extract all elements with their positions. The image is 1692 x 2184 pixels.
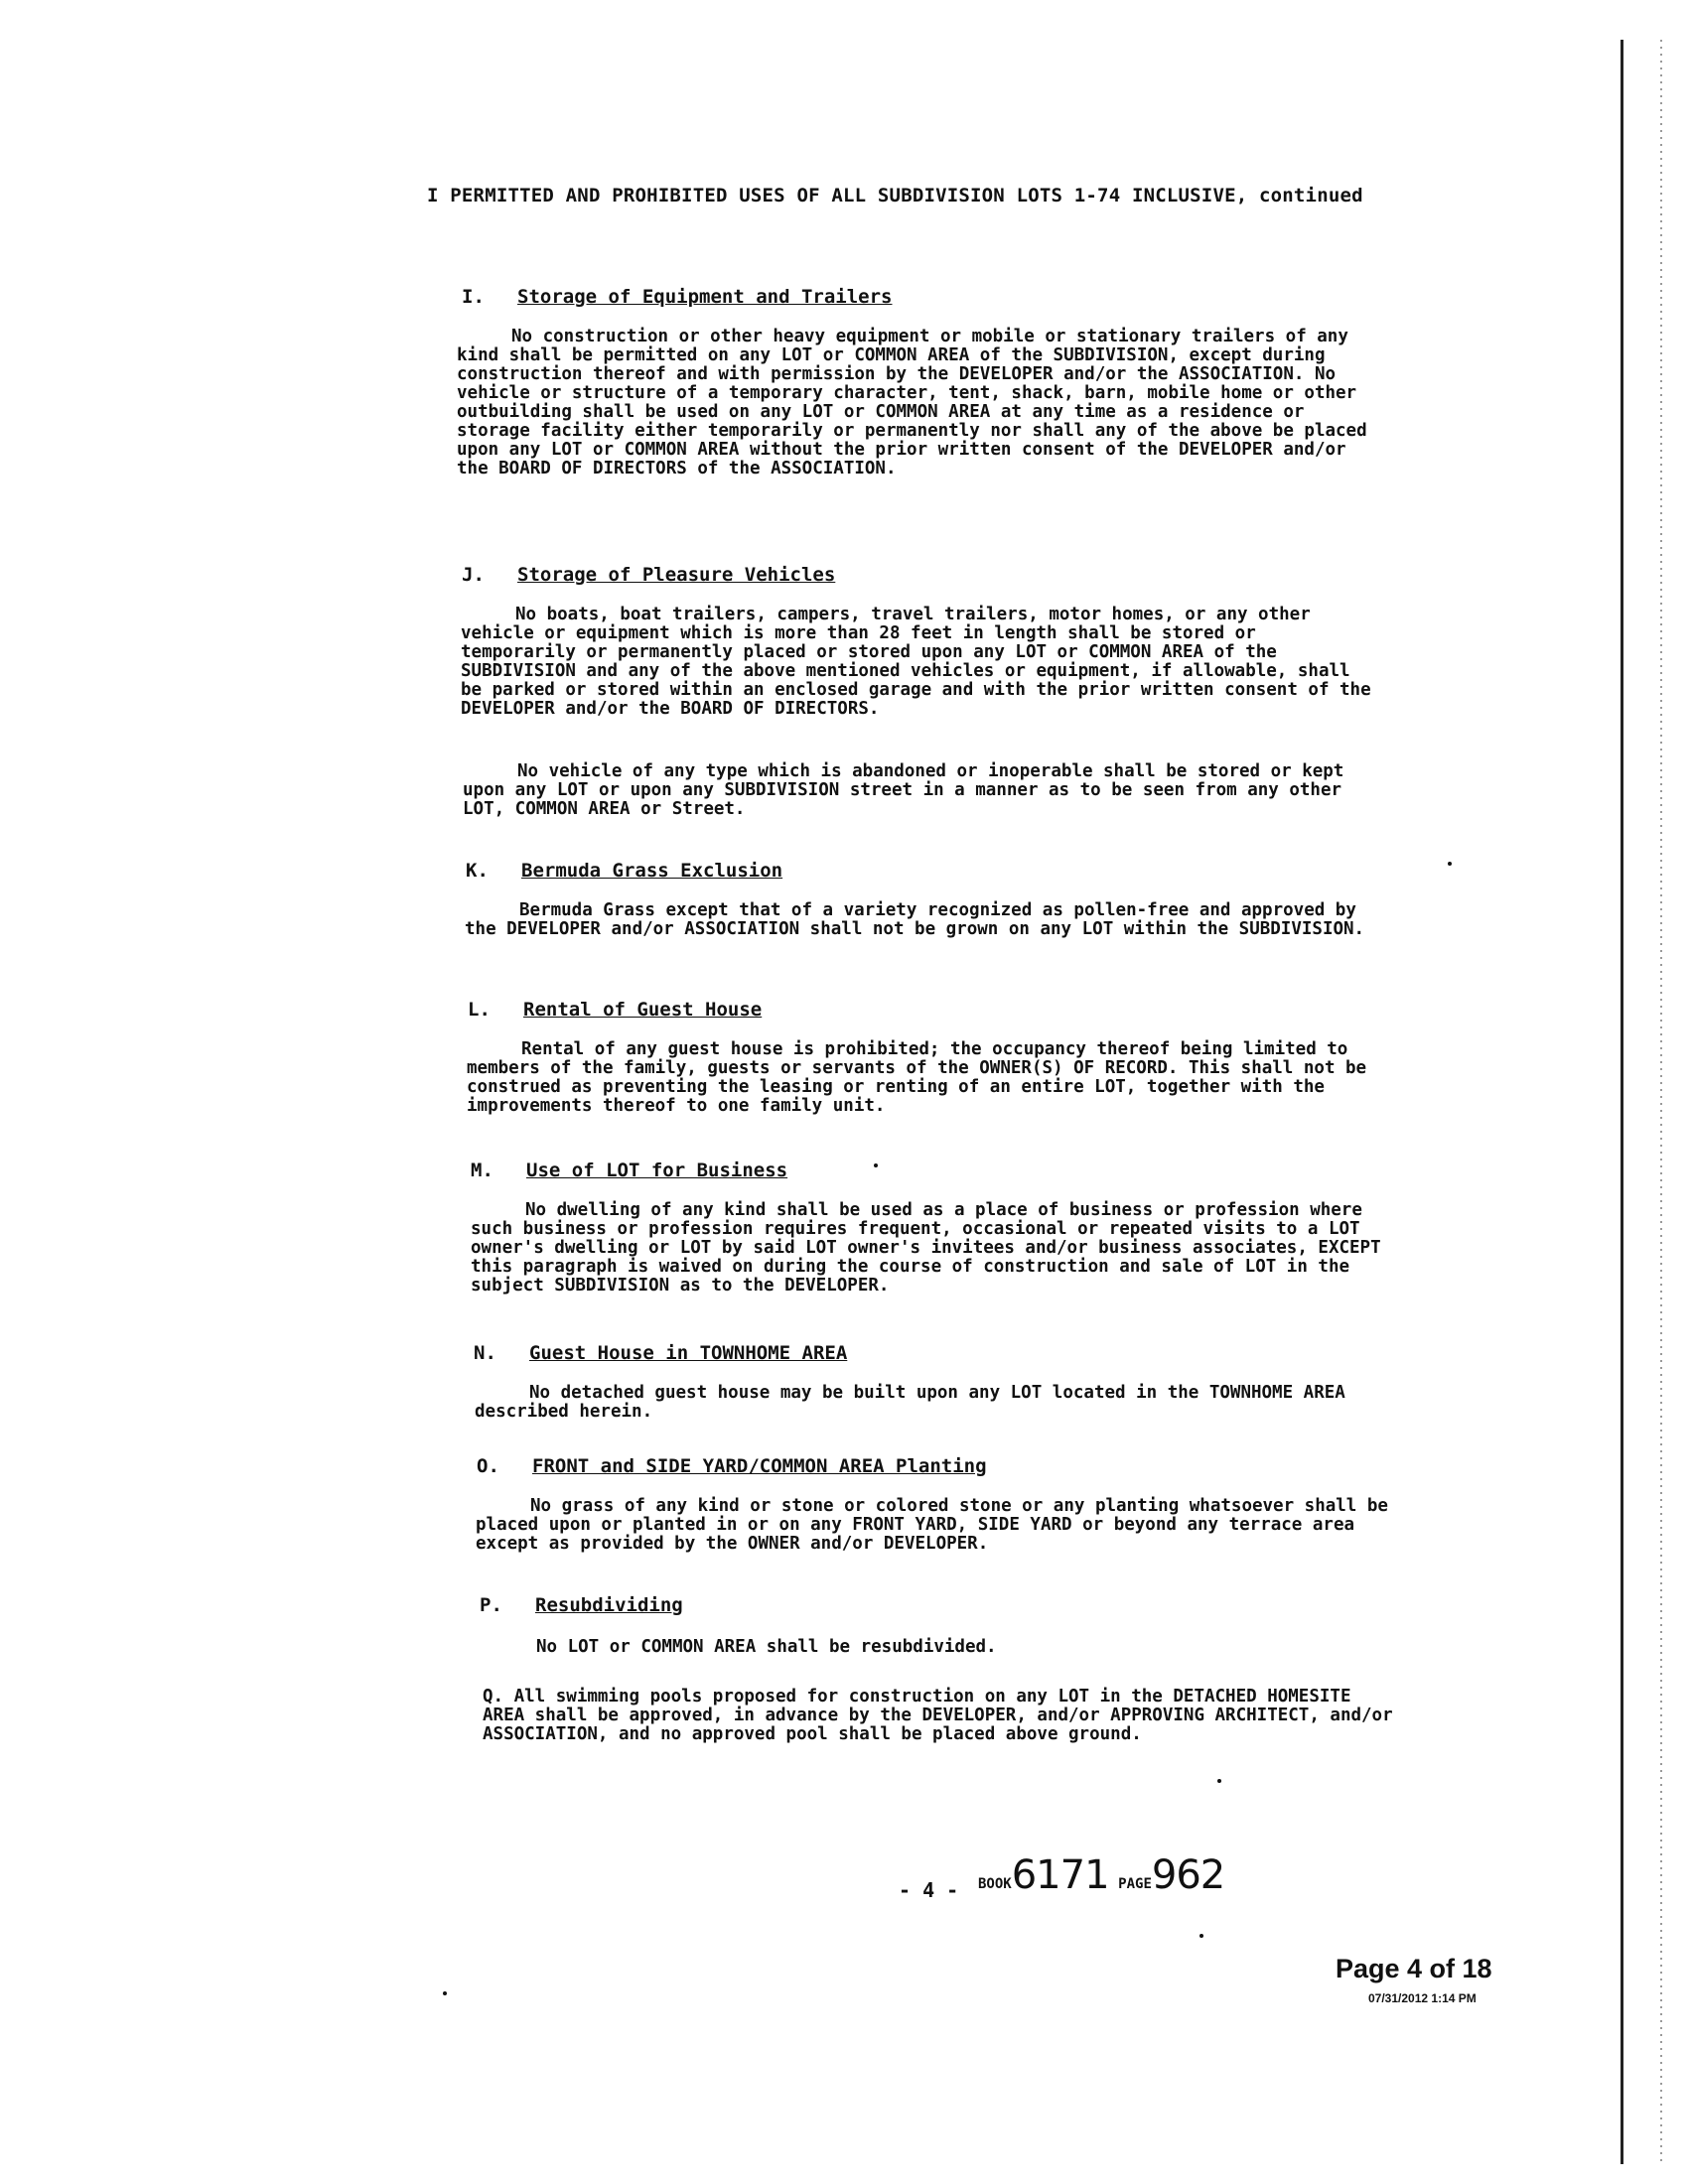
section-m-paragraph: No dwelling of any kind shall be used as a place of business or profession where such business or profession requires frequent, occasional or repeated visits to a LOT owner's dwelling or LOT by said LOT owner's invitees and/or business associates, EXCEPT this paragraph is waived on during the course of construction and sale of LOT in the subject SUBDIVISION as to the DEVELOPER. <box>471 1200 1381 1296</box>
page-of-total: Page 4 of 18 <box>1336 1954 1492 1983</box>
section-k-heading <box>466 860 782 882</box>
section-letter: P. <box>480 1594 502 1616</box>
section-n-paragraph: No detached guest house may be built upon any LOT located in the TOWNHOME AREA described herein. <box>475 1383 1345 1422</box>
scan-speck <box>874 1163 878 1167</box>
book-page-stamp <box>978 1852 1224 1898</box>
section-title: Storage of Equipment and Trailers <box>517 286 893 308</box>
page-number-marker: - 4 - <box>899 1878 959 1902</box>
section-o-paragraph: No grass of any kind or stone or colored stone or any planting whatsoever shall be placed upon or planted in or on any FRONT YARD, SIDE YARD or beyond any terrace area except as provided by the OWNER and/or DEVELOPER. <box>476 1496 1388 1554</box>
section-m-heading <box>471 1160 787 1181</box>
scan-edge-dots <box>1660 40 1662 2164</box>
section-j-paragraph-1: No boats, boat trailers, campers, travel trailers, motor homes, or any other vehicle or equipment which is more than 28 feet in length shall be stored or temporarily or permanently placed or stored upon any LOT or COMMON AREA of the SUBDIVISION and any of the above mentioned vehicles or equipment, if allowable, shall be parked or stored within an enclosed garage and with the prior written consent of the DEVELOPER and/or the BOARD OF DIRECTORS. <box>461 605 1371 719</box>
section-p-heading <box>480 1594 683 1616</box>
section-n-heading <box>474 1342 847 1364</box>
book-number: 6171 <box>1011 1852 1109 1898</box>
section-letter: K. <box>466 860 489 882</box>
section-title: Resubdividing <box>535 1594 683 1616</box>
section-l-heading <box>468 999 762 1021</box>
scan-speck <box>443 1991 447 1995</box>
section-letter: O. <box>477 1455 499 1477</box>
page-number: 962 <box>1151 1852 1225 1898</box>
section-p-paragraph: No LOT or COMMON AREA shall be resubdivided. <box>536 1637 997 1657</box>
scan-speck <box>1217 1779 1221 1783</box>
section-i-paragraph: No construction or other heavy equipment or mobile or stationary trailers of any kind shall be permitted on any LOT or COMMON AREA of the SUBDIVISION, except during construction thereof and with permission by the DEVELOPER and/or the ASSOCIATION. No vehicle or structure of a temporary character, tent, shack, barn, mobile home or other outbuilding shall be used on any LOT or COMMON AREA at any time as a residence or storage facility either temporarily or permanently nor shall any of the above be placed upon any LOT or COMMON AREA without the prior written consent of the DEVELOPER and/or the BOARD OF DIRECTORS of the ASSOCIATION. <box>457 327 1367 478</box>
section-letter: I. <box>462 286 485 308</box>
section-q-paragraph: Q. All swimming pools proposed for construction on any LOT in the DETACHED HOMESITE AREA shall be approved, in advance by the DEVELOPER, and/or APPROVING ARCHITECT, and/or ASSOCIATION, and no approved pool shall be placed above ground. <box>483 1687 1393 1744</box>
section-o-heading <box>477 1455 987 1477</box>
section-title: Storage of Pleasure Vehicles <box>517 564 836 586</box>
section-letter: N. <box>474 1342 496 1364</box>
section-letter: J. <box>462 564 485 586</box>
section-l-paragraph: Rental of any guest house is prohibited; the occupancy thereof being limited to members of the family, guests or servants of the OWNER(S) OF RECORD. This shall not be construed as preventing the leasing or renting of an entire LOT, together with the improvements thereof to one family unit. <box>467 1039 1367 1116</box>
scan-speck <box>1199 1934 1203 1938</box>
section-title: FRONT and SIDE YARD/COMMON AREA Planting <box>532 1455 987 1477</box>
section-j-heading <box>462 564 835 586</box>
section-letter: M. <box>471 1160 494 1181</box>
section-title: Use of LOT for Business <box>526 1160 788 1181</box>
section-letter: L. <box>468 999 491 1021</box>
scan-speck <box>1448 862 1452 866</box>
page-label-small: PAGE <box>1118 1876 1152 1892</box>
print-timestamp: 07/31/2012 1:14 PM <box>1368 1991 1477 2005</box>
section-i-heading <box>462 286 893 308</box>
section-title: Bermuda Grass Exclusion <box>521 860 783 882</box>
section-title: Guest House in TOWNHOME AREA <box>529 1342 848 1364</box>
document-heading: I PERMITTED AND PROHIBITED USES OF ALL SUBDIVISION LOTS 1-74 INCLUSIVE, continued <box>427 185 1363 206</box>
section-title: Rental of Guest House <box>523 999 763 1021</box>
section-k-paragraph: Bermuda Grass except that of a variety recognized as pollen-free and approved by the DEVELOPER and/or ASSOCIATION shall not be grown on any LOT within the SUBDIVISION. <box>465 900 1365 939</box>
scan-edge-line <box>1621 40 1623 2164</box>
section-j-paragraph-2: No vehicle of any type which is abandoned or inoperable shall be stored or kept upon any LOT or upon any SUBDIVISION street in a manner as to be seen from any other LOT, COMMON AREA or Street. <box>463 761 1344 819</box>
book-label: BOOK <box>978 1876 1012 1892</box>
